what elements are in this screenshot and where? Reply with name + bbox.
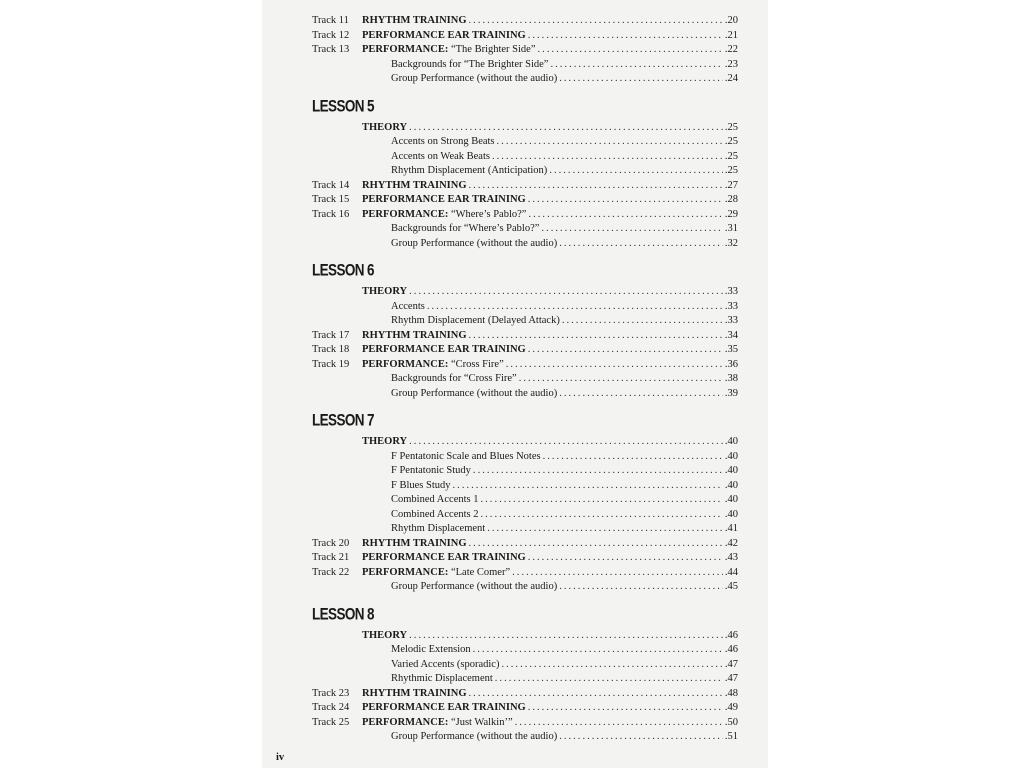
toc-entry — [312, 522, 738, 537]
lesson-section — [312, 14, 738, 87]
toc-entry — [312, 29, 738, 44]
track-label: Track 12 — [312, 29, 350, 41]
dot-leader — [528, 193, 723, 208]
entry-title-text: F Blues Study — [391, 479, 451, 491]
entry-title-bold: PERFORMANCE: — [362, 716, 449, 728]
dot-leader — [469, 687, 723, 702]
dot-leader — [473, 643, 723, 658]
toc-entry — [312, 551, 738, 566]
entry-title — [362, 164, 547, 179]
dot-leader — [487, 522, 723, 537]
page-ref: .34 — [724, 329, 738, 341]
dot-leader — [427, 300, 723, 315]
entry-title — [362, 135, 495, 150]
dot-leader — [469, 179, 723, 194]
track-label: Track 14 — [312, 179, 350, 191]
page-ref: .43 — [724, 552, 738, 563]
toc-entry — [312, 179, 738, 194]
page-ref: .25 — [724, 136, 738, 147]
toc-entry — [312, 193, 738, 208]
entry-title — [362, 537, 467, 552]
entry-title-text: Backgrounds for “The Brighter Side” — [391, 58, 549, 70]
track-label: Track 22 — [312, 566, 350, 578]
entry-title-bold: THEORY — [362, 629, 408, 641]
entry-title-text: Rhythm Displacement (Anticipation) — [391, 165, 548, 176]
entry-title-bold: PERFORMANCE: — [362, 358, 449, 370]
entry-title-bold: PERFORMANCE: — [362, 566, 449, 578]
entry-title-text: “Late Comer” — [448, 566, 511, 578]
track-label: Track 25 — [312, 716, 350, 728]
toc-entry — [312, 164, 738, 179]
page-ref: .45 — [724, 581, 738, 592]
page-ref: .28 — [724, 194, 738, 205]
entry-title-text: Rhythm Displacement — [391, 523, 486, 534]
entry-title-text: Accents on Weak Beats — [391, 150, 490, 162]
entry-title-bold: THEORY — [362, 286, 408, 297]
toc-entry — [312, 537, 738, 552]
page-ref: .38 — [724, 373, 738, 384]
page-ref: .39 — [724, 387, 738, 399]
entry-title-text: Group Performance (without the audio) — [391, 581, 558, 592]
dot-leader — [528, 343, 723, 358]
toc-entry — [312, 508, 738, 523]
page-ref: .51 — [724, 731, 738, 742]
entry-title — [362, 372, 517, 387]
page-ref: .33 — [724, 286, 738, 297]
dot-leader — [559, 730, 723, 745]
dot-leader — [473, 464, 723, 479]
page-ref: .47 — [724, 658, 738, 670]
page-ref: .27 — [724, 179, 738, 191]
dot-leader — [453, 479, 723, 494]
entry-title-bold: PERFORMANCE EAR TRAINING — [362, 29, 526, 41]
toc-entry — [312, 372, 738, 387]
entry-title-text: Accents on Strong Beats — [391, 136, 495, 147]
dot-leader — [543, 450, 723, 465]
entry-title — [362, 343, 526, 358]
dot-leader — [538, 43, 723, 58]
toc-entry — [312, 135, 738, 150]
page-ref: .23 — [724, 58, 738, 70]
page-ref: .33 — [724, 315, 738, 326]
dot-leader — [512, 566, 723, 581]
entry-title-text: F Pentatonic Scale and Blues Notes — [391, 450, 541, 462]
entry-title-text: “Cross Fire” — [448, 358, 504, 370]
entry-title — [362, 222, 539, 237]
toc-entry — [312, 479, 738, 494]
track-label: Track 15 — [312, 194, 350, 205]
track-label: Track 20 — [312, 537, 350, 549]
dot-leader — [481, 508, 723, 523]
entry-title — [362, 566, 510, 581]
toc-entry — [312, 343, 738, 358]
dot-leader — [469, 14, 723, 29]
page-ref: .24 — [724, 73, 738, 84]
entry-title-bold: PERFORMANCE EAR TRAINING — [362, 552, 526, 563]
lesson-section — [312, 87, 738, 252]
toc-entry — [312, 329, 738, 344]
page-ref: .46 — [724, 629, 738, 641]
page-ref: .22 — [724, 44, 738, 55]
toc-entry — [312, 672, 738, 687]
entry-title — [362, 716, 513, 731]
toc-entry — [312, 43, 738, 58]
entry-title-bold: RHYTHM TRAINING — [362, 687, 467, 699]
page-ref: .36 — [724, 358, 738, 370]
page-ref: .21 — [724, 29, 738, 41]
entry-title — [362, 193, 526, 208]
toc-entry — [312, 300, 738, 315]
dot-leader — [528, 29, 723, 44]
toc-entry — [312, 493, 738, 508]
entry-title-text: Rhythmic Displacement — [391, 673, 493, 684]
page-ref: .25 — [724, 150, 738, 162]
toc-entry — [312, 150, 738, 165]
dot-leader — [562, 314, 723, 329]
entry-title — [362, 300, 425, 315]
entry-title-bold: PERFORMANCE EAR TRAINING — [362, 194, 526, 205]
entry-title — [362, 14, 467, 29]
entry-title-bold: RHYTHM TRAINING — [362, 15, 467, 26]
lesson-heading: LESSON 8 — [312, 604, 374, 623]
entry-title-text: Backgrounds for “Where’s Pablo?” — [391, 223, 540, 234]
entry-title-text: Accents — [391, 300, 425, 312]
toc-entry — [312, 208, 738, 223]
page-ref: .47 — [724, 673, 738, 684]
entry-title — [362, 672, 493, 687]
toc-entry — [312, 314, 738, 329]
dot-leader — [519, 372, 723, 387]
toc-entry — [312, 643, 738, 658]
dot-leader — [528, 551, 723, 566]
entry-title-text: Group Performance (without the audio) — [391, 731, 558, 742]
entry-title-text: “Where’s Pablo?” — [448, 208, 527, 220]
toc-entry — [312, 58, 738, 73]
toc-entry — [312, 450, 738, 465]
entry-title-bold: PERFORMANCE EAR TRAINING — [362, 344, 526, 355]
lesson-heading: LESSON 5 — [312, 96, 374, 115]
toc-entry — [312, 716, 738, 731]
dot-leader — [469, 537, 723, 552]
entry-title-text: Rhythm Displacement (Delayed Attack) — [391, 315, 560, 326]
toc-entry — [312, 358, 738, 373]
dot-leader — [528, 701, 723, 716]
track-label: Track 23 — [312, 687, 350, 699]
page-ref: .20 — [724, 15, 738, 26]
dot-leader — [492, 150, 723, 165]
entry-title-bold: RHYTHM TRAINING — [362, 329, 467, 341]
entry-title-text: Combined Accents 2 — [391, 508, 479, 520]
toc-entry — [312, 658, 738, 673]
entry-title-bold: THEORY — [362, 121, 408, 133]
entry-title-text: Backgrounds for “Cross Fire” — [391, 373, 517, 384]
entry-title — [362, 643, 471, 658]
entry-title-bold: THEORY — [362, 436, 408, 447]
toc-entry — [312, 730, 738, 745]
dot-leader — [541, 222, 722, 237]
toc-entry — [312, 222, 738, 237]
entry-title-bold: RHYTHM TRAINING — [362, 179, 467, 191]
page-ref: .40 — [724, 479, 738, 491]
page-ref: .35 — [724, 344, 738, 355]
page-ref: .25 — [724, 165, 738, 176]
page-ref: .49 — [724, 702, 738, 713]
page-ref: .42 — [724, 537, 738, 549]
entry-title-text: Group Performance (without the audio) — [391, 387, 558, 399]
table-of-contents — [312, 14, 738, 745]
page-ref: .46 — [724, 644, 738, 655]
page-ref: .48 — [724, 687, 738, 699]
track-label: Track 21 — [312, 552, 350, 563]
track-label: Track 19 — [312, 358, 350, 370]
page-ref: .50 — [724, 716, 738, 728]
entry-title — [362, 730, 557, 745]
entry-title — [362, 508, 479, 523]
entry-title — [362, 43, 536, 58]
page-ref: .33 — [724, 300, 738, 312]
entry-title — [362, 450, 541, 465]
dot-leader — [506, 358, 723, 373]
entry-title — [362, 464, 471, 479]
entry-title-bold: PERFORMANCE: — [362, 208, 449, 220]
entry-title — [362, 687, 467, 702]
entry-title — [362, 493, 479, 508]
dot-leader — [469, 329, 723, 344]
entry-title-bold: PERFORMANCE: — [362, 44, 449, 55]
lesson-section — [312, 401, 738, 595]
toc-entry — [312, 701, 738, 716]
entry-title — [362, 701, 526, 716]
track-label: Track 16 — [312, 208, 350, 220]
page-ref: .29 — [724, 208, 738, 220]
entry-title-text: Group Performance (without the audio) — [391, 73, 558, 84]
toc-entry — [312, 14, 738, 29]
entry-title-text: Melodic Extension — [391, 644, 471, 655]
dot-leader — [481, 493, 723, 508]
toc-entry — [312, 464, 738, 479]
entry-title — [362, 58, 548, 73]
entry-title — [362, 179, 467, 194]
dot-leader — [549, 164, 723, 179]
lesson-section — [312, 251, 738, 401]
entry-title — [362, 551, 526, 566]
entry-title-text: Group Performance (without the audio) — [391, 237, 558, 249]
entry-title-text: F Pentatonic Study — [391, 465, 471, 476]
page-ref: .40 — [724, 465, 738, 476]
page-ref: .32 — [724, 237, 738, 249]
dot-leader — [497, 135, 723, 150]
entry-title — [362, 150, 490, 165]
lesson-heading: LESSON 6 — [312, 260, 374, 280]
dot-leader — [501, 658, 722, 673]
entry-title — [362, 208, 526, 223]
track-label: Track 24 — [312, 702, 350, 713]
entry-title-text: Combined Accents 1 — [391, 494, 479, 505]
entry-title-text: Varied Accents (sporadic) — [391, 658, 500, 670]
entry-title — [362, 29, 526, 44]
entry-title-bold: RHYTHM TRAINING — [362, 537, 467, 549]
page-ref: .40 — [724, 508, 738, 520]
dot-leader — [550, 58, 722, 73]
toc-entry — [312, 687, 738, 702]
track-label: Track 11 — [312, 15, 349, 26]
dot-leader — [495, 672, 723, 687]
entry-title-text: “The Brighter Side” — [448, 44, 536, 55]
entry-title — [362, 658, 499, 673]
track-label: Track 13 — [312, 44, 350, 55]
dot-leader — [528, 208, 722, 223]
page-ref: .31 — [724, 223, 738, 234]
entry-title — [362, 314, 560, 329]
track-label: Track 17 — [312, 329, 350, 341]
lesson-heading: LESSON 7 — [312, 410, 374, 430]
entry-title-bold: PERFORMANCE EAR TRAINING — [362, 702, 526, 713]
page-ref: .40 — [724, 450, 738, 462]
lesson-section — [312, 595, 738, 745]
page-ref: .44 — [724, 566, 738, 578]
entry-title — [362, 522, 485, 537]
page-ref: .25 — [724, 121, 738, 133]
dot-leader — [515, 716, 723, 731]
page-ref: .40 — [724, 494, 738, 505]
page-ref: .41 — [724, 523, 738, 534]
entry-title-text: “Just Walkin’” — [448, 716, 513, 728]
page-number: iv — [276, 752, 285, 763]
entry-title — [362, 358, 504, 373]
track-label: Track 18 — [312, 344, 350, 355]
toc-entry — [312, 566, 738, 581]
entry-title — [362, 329, 467, 344]
page-ref: .40 — [724, 436, 738, 447]
entry-title — [362, 479, 451, 494]
